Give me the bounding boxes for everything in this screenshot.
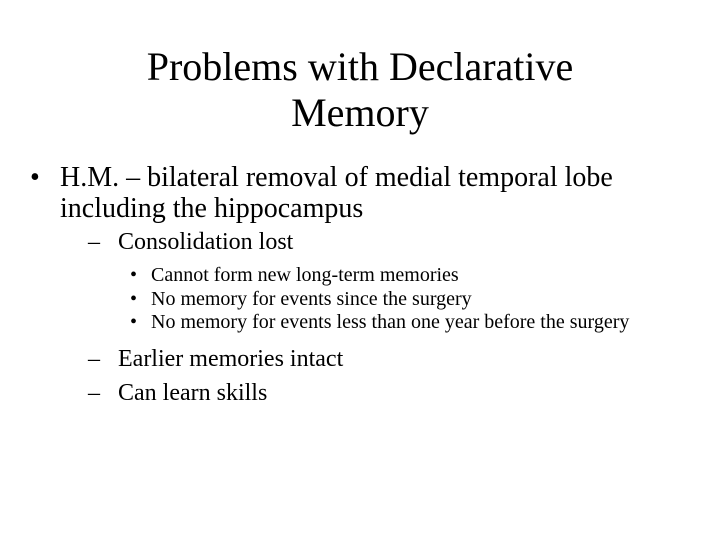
bullet-text: H.M. – bilateral removal of medial temporal lobe including the hippocampus	[60, 162, 613, 224]
subpoint-learn-skills	[30, 379, 690, 407]
bullet-marker: •	[130, 287, 138, 310]
dash-marker: –	[88, 229, 100, 255]
subpoint-text: Earlier memories intact	[118, 345, 344, 372]
subpoint-consolidation-lost	[30, 228, 690, 256]
sub-bullet-item	[30, 264, 690, 288]
dash-marker: –	[88, 379, 100, 406]
slide-body	[30, 162, 690, 407]
sub-bullet-item	[30, 311, 690, 335]
subpoint-earlier-memories	[30, 345, 690, 373]
sub-bullet-text: Cannot form new long-term memories	[151, 264, 459, 286]
sub-bullet-text: No memory for events since the surgery	[151, 287, 472, 310]
bullet-hm-removal	[30, 162, 690, 224]
sub-bullet-text: No memory for events less than one year before the surgery	[151, 311, 630, 333]
subpoint-text: Consolidation lost	[118, 229, 294, 255]
slide-title	[60, 44, 660, 136]
dash-marker: –	[88, 345, 100, 372]
sub-bullet-list	[30, 264, 690, 335]
sub-bullet-item	[30, 288, 690, 312]
bullet-marker: •	[130, 264, 138, 286]
slide-title-line-2: Memory	[291, 90, 429, 135]
bullet-marker: •	[130, 311, 138, 333]
slide-title-line-1: Problems with Declarative	[146, 44, 574, 89]
subpoint-text: Can learn skills	[118, 379, 268, 406]
bullet-marker: •	[30, 162, 40, 193]
